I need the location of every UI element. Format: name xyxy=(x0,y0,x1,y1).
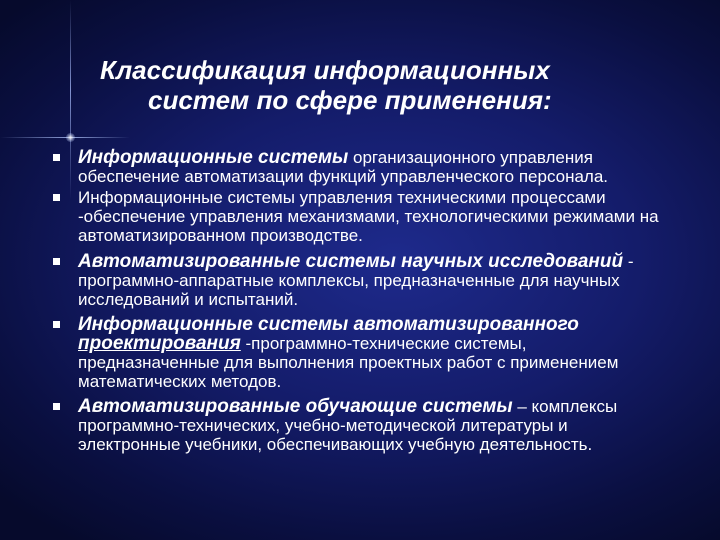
slide-title xyxy=(100,55,660,115)
item-text: - программно-аппаратные комплексы, предназначенные для научных исследований и испытаний. xyxy=(78,252,634,309)
decorative-sparkle xyxy=(66,133,75,142)
list-item-learning xyxy=(50,397,670,454)
bullet-square-icon xyxy=(53,403,60,410)
item-text: Информационные системы управления техническими процессами -обеспечение управления механизмами, технологическими режимами на автоматизированном производстве. xyxy=(78,188,659,245)
list-item-research xyxy=(50,252,670,309)
term-learning-systems: Автоматизированные обучающие системы xyxy=(78,396,513,417)
title-line-2: систем по сфере применения: xyxy=(148,85,552,115)
term-cad-systems: Информационные системы автоматизированного xyxy=(78,314,579,335)
list-item-cad xyxy=(50,315,670,391)
item-text: -программно-технические системы, предназначенные для выполнения проектных работ с применением математических методов. xyxy=(78,334,619,391)
bullet-square-icon xyxy=(53,154,60,161)
item-text: – комплексы программно-технических, учебно-методической литературы и электронные учебники, обеспечивающих учебную деятельность. xyxy=(78,397,618,454)
bullet-list xyxy=(50,148,670,454)
title-line-1: Классификация информационных xyxy=(100,55,550,85)
item-text: организационного управления обеспечение автоматизации функций управленческого персонала. xyxy=(78,148,609,186)
bullet-square-icon xyxy=(53,258,60,265)
bullet-square-icon xyxy=(53,194,60,201)
list-item-tech-process xyxy=(50,188,670,245)
bullet-square-icon xyxy=(53,321,60,328)
term-research-systems: Автоматизированные системы научных исследований xyxy=(78,251,624,272)
list-item-org-management xyxy=(50,148,670,186)
term-info-systems: Информационные системы xyxy=(78,147,349,168)
decorative-horizontal-line xyxy=(0,137,130,138)
term-cad-systems-underlined: проектирования xyxy=(78,333,241,354)
